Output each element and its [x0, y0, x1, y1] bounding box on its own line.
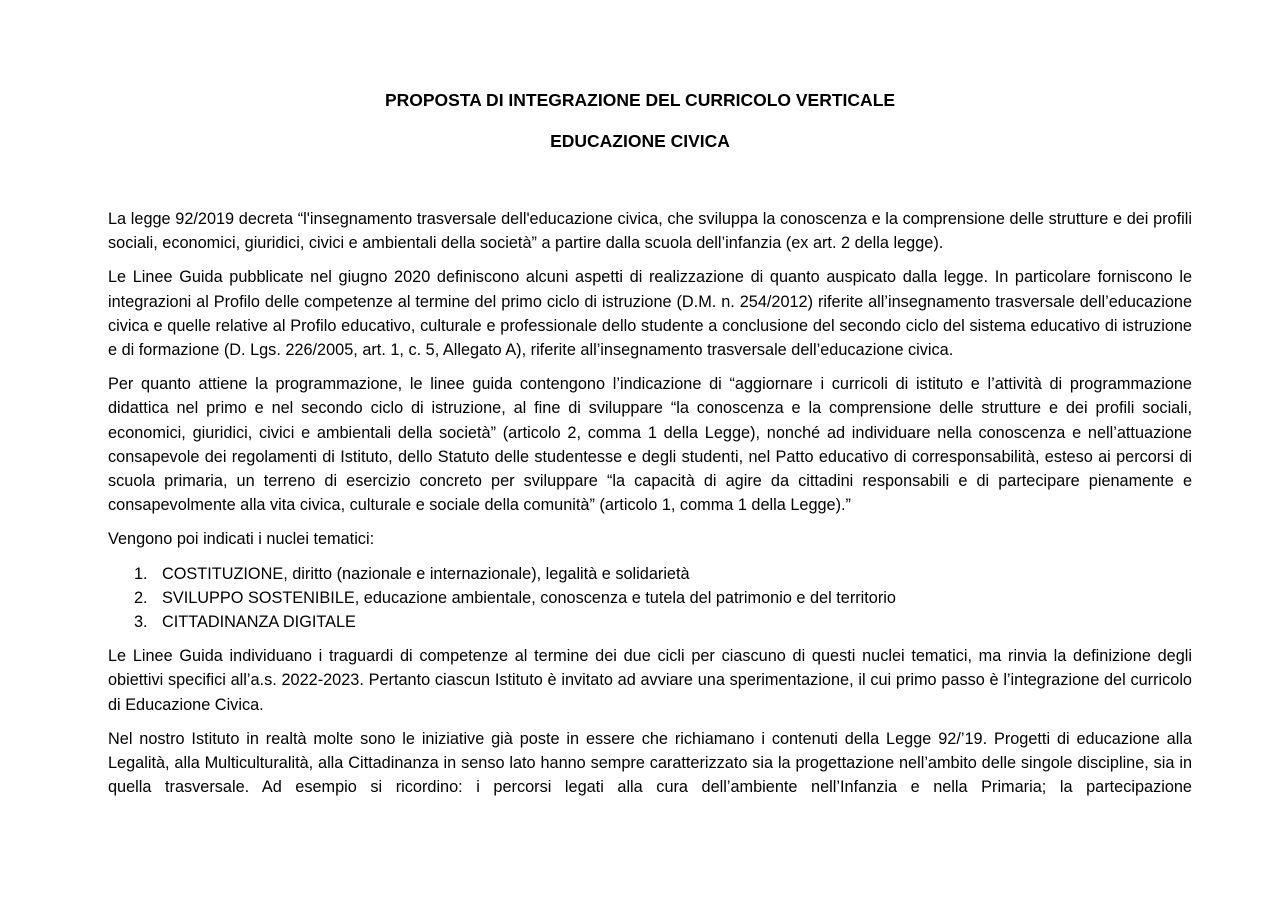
list-item-text: COSTITUZIONE, diritto (nazionale e internazionale), legalità e solidarietà — [162, 564, 690, 583]
paragraph-nuclei-intro: Vengono poi indicati i nuclei tematici: — [108, 530, 375, 549]
list-item — [108, 586, 1192, 610]
document-title: PROPOSTA DI INTEGRAZIONE DEL CURRICOLO VERTICALE — [384, 90, 896, 110]
list-item-text: CITTADINANZA DIGITALE — [162, 613, 356, 632]
list-item-number: 2. — [134, 588, 148, 607]
paragraph-istituto: Nel nostro Istituto in realtà molte sono le iniziative già poste in essere che richiamano i contenuti della Legge 92/’19. Progetti di educazione alla Legalità, alla Multiculturalità, alla Cittadinanza in senso lato hanno sempre caratterizzato sia la progettazione nell’ambito delle singole discipline, sia in quella trasversale. Ad esempio si ricordino: i percorsi legati alla cura dell’ambiente nell’Infanzia e nella Primaria; la partecipazione — [108, 729, 1192, 797]
nuclei-list — [108, 562, 1192, 635]
list-item-number: 1. — [134, 564, 148, 583]
paragraph-programmazione: Per quanto attiene la programmazione, le linee guida contengono l’indicazione di “aggiornare i curricoli di istituto e l’attività di programmazione didattica nel primo e nel secondo ciclo di istruzione, al fine di sviluppare “la conoscenza e la comprensione delle strutture e dei profili sociali, economici, giuridici, civici e ambientali della società” (articolo 2, comma 1 della Legge), nonché ad individuare nella conoscenza e nell’attuazione consapevole dei regolamenti di Istituto, dello Statuto delle studentesse e degli studenti, nel Patto educativo di corresponsabilità, esteso ai percorsi di scuola primaria, un terreno di esercizio concreto per sviluppare “la capacità di agire da cittadini responsabili e di partecipare pienamente e consapevolmente alla vita civica, culturale e sociale della comunità” (articolo 1, comma 1 della Legge).” — [108, 375, 1192, 515]
paragraph-traguardi: Le Linee Guida individuano i traguardi di competenze al termine dei due cicli per ciascuno di questi nuclei tematici, ma rinvia la definizione degli obiettivi specifici all’a.s. 2022-2023. Pertanto ciascun Istituto è invitato ad avviare una sperimentazione, il cui primo passo è l’integrazione del curricolo di Educazione Civica. — [108, 647, 1192, 714]
list-item — [108, 562, 1192, 586]
list-item-text: SVILUPPO SOSTENIBILE, educazione ambientale, conoscenza e tutela del patrimonio e del territorio — [162, 588, 896, 607]
document-body — [108, 207, 1192, 799]
document-subtitle: EDUCAZIONE CIVICA — [550, 131, 730, 151]
paragraph-linee-guida: Le Linee Guida pubblicate nel giugno 2020 definiscono alcuni aspetti di realizzazione di quanto auspicato dalla legge. In particolare forniscono le integrazioni al Profilo delle competenze al termine del primo ciclo di istruzione (D.M. n. 254/2012) riferite all’insegnamento trasversale dell’educazione civica e quelle relative al Profilo educativo, culturale e professionale dello studente a conclusione del secondo ciclo del sistema educativo di istruzione e di formazione (D. Lgs. 226/2005, art. 1, c. 5, Allegato A), riferite all’insegnamento trasversale dell’educazione civica. — [108, 268, 1192, 360]
list-item-number: 3. — [134, 613, 148, 632]
list-item — [108, 610, 1192, 634]
paragraph-legge: La legge 92/2019 decreta “l'insegnamento trasversale dell'educazione civica, che sviluppa la conoscenza e la comprensione delle strutture e dei profili sociali, economici, giuridici, civici e ambientali della società” a partire dalla scuola dell’infanzia (ex art. 2 della legge). — [108, 210, 1192, 253]
